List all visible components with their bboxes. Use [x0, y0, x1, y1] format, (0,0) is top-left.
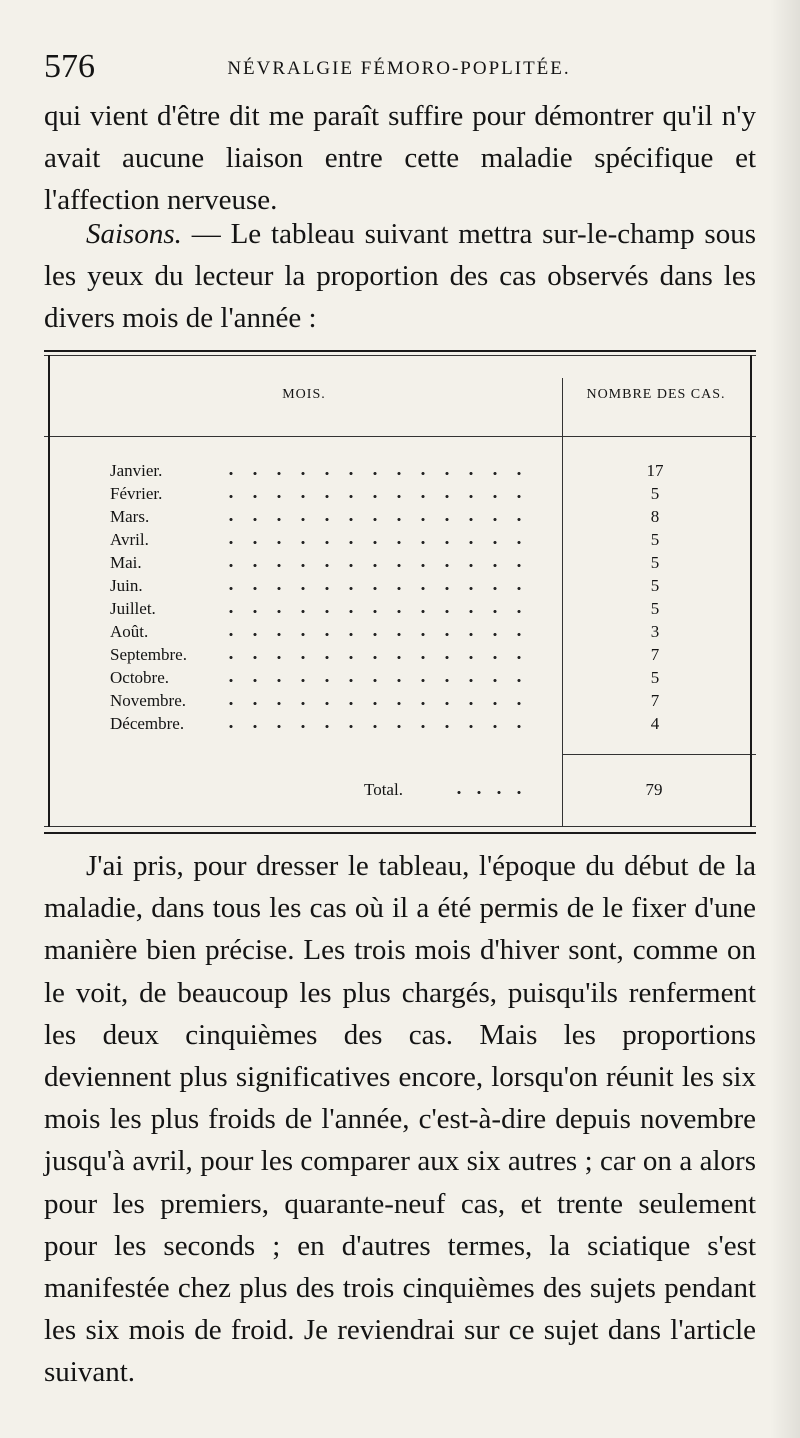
table-row — [44, 621, 756, 644]
paragraph-continuation: qui vient d'être dit me paraît suffire pour démontrer qu'il n'y avait aucune liaison entre cette maladie spécifique et l'affection nerveuse. — [44, 100, 756, 216]
table-row — [44, 529, 756, 552]
leader-dots — [219, 656, 539, 659]
running-title: NÉVRALGIE FÉMORO-POPLITÉE. — [227, 58, 571, 79]
month-label: Novembre. — [110, 691, 187, 710]
month-label: Juin. — [110, 576, 143, 595]
leader-dots — [219, 725, 539, 728]
table-row — [44, 483, 756, 506]
leader-dots — [219, 541, 539, 544]
leader-dots — [219, 633, 539, 636]
case-count: 5 — [650, 576, 660, 595]
cases-by-month-table — [44, 350, 756, 832]
case-count: 7 — [650, 645, 660, 664]
month-label: Septembre. — [110, 645, 187, 664]
month-label: Août. — [110, 622, 149, 641]
page-header — [44, 48, 754, 92]
section-lead: Saisons. — [86, 218, 182, 250]
table-row — [44, 460, 756, 483]
leader-dots — [219, 610, 539, 613]
month-label: Avril. — [110, 530, 149, 549]
case-count: 5 — [650, 484, 660, 503]
leader-dots — [219, 587, 539, 590]
leader-dots — [219, 472, 539, 475]
case-count: 5 — [650, 553, 660, 572]
total-value: 79 — [645, 780, 663, 799]
table-row — [44, 667, 756, 690]
month-label: Février. — [110, 484, 163, 503]
leader-dots — [219, 702, 539, 705]
leader-dots — [449, 791, 529, 794]
table-row — [44, 690, 756, 713]
case-count: 3 — [650, 622, 660, 641]
table-row — [44, 552, 756, 575]
month-label: Juillet. — [110, 599, 156, 618]
case-count: 5 — [650, 599, 660, 618]
table-top-rule — [44, 350, 756, 352]
page-number: 576 — [44, 48, 95, 85]
table-row — [44, 644, 756, 667]
month-label: Mai. — [110, 553, 142, 572]
leader-dots — [219, 564, 539, 567]
paragraph-seasons — [44, 213, 756, 339]
table-bottom-rule — [44, 832, 756, 834]
total-label: Total. — [364, 780, 403, 799]
total-rule — [562, 754, 756, 755]
table-row — [44, 713, 756, 736]
leader-dots — [219, 679, 539, 682]
case-count: 17 — [646, 461, 664, 480]
paragraph-seasons-text: — Le tableau suivant mettra sur-le-champ sous les yeux du lecteur la proportion des cas observés dans les divers mois de l'année : — [44, 218, 756, 334]
table-bottom-rule-inner — [44, 826, 756, 827]
table-row — [44, 575, 756, 598]
month-label: Décembre. — [110, 714, 185, 733]
table-top-rule-inner — [44, 355, 756, 356]
table-row — [44, 506, 756, 529]
month-label: Janvier. — [110, 461, 163, 480]
month-label: Mars. — [110, 507, 150, 526]
case-count: 7 — [650, 691, 660, 710]
case-count: 5 — [650, 668, 660, 687]
leader-dots — [219, 518, 539, 521]
column-header-count: NOMBRE DES CAS. — [586, 387, 726, 402]
case-count: 4 — [650, 714, 660, 733]
column-header-month: MOIS. — [282, 387, 326, 402]
paragraph-analysis: J'ai pris, pour dresser le tableau, l'époque du début de la maladie, dans tous les cas où il a été permis de le fixer d'une manière bien précise. Les trois mois d'hiver sont, comme on le voit, de beaucoup les plus chargés, puisqu'ils renferment les deux cinquièmes des cas. Mais les proportions deviennent plus significatives encore, lorsqu'on réunit les six mois les plus froids de l'année, c'est-à-dire depuis novembre jusqu'à avril, pour les comparer aux six autres ; car on a alors pour les premiers, quarante-neuf cas, et trente seulement pour les seconds ; en d'autres termes, la sciatique s'est manifestée chez plus des trois cinquièmes des sujets pendant les six mois de froid. Je reviendrai sur ce sujet dans l'article suivant. — [44, 850, 756, 1389]
case-count: 8 — [650, 507, 660, 526]
case-count: 5 — [650, 530, 660, 549]
page-shadow — [770, 0, 800, 1438]
leader-dots — [219, 495, 539, 498]
table-header-rule — [44, 436, 756, 437]
table-row — [44, 598, 756, 621]
month-label: Octobre. — [110, 668, 170, 687]
